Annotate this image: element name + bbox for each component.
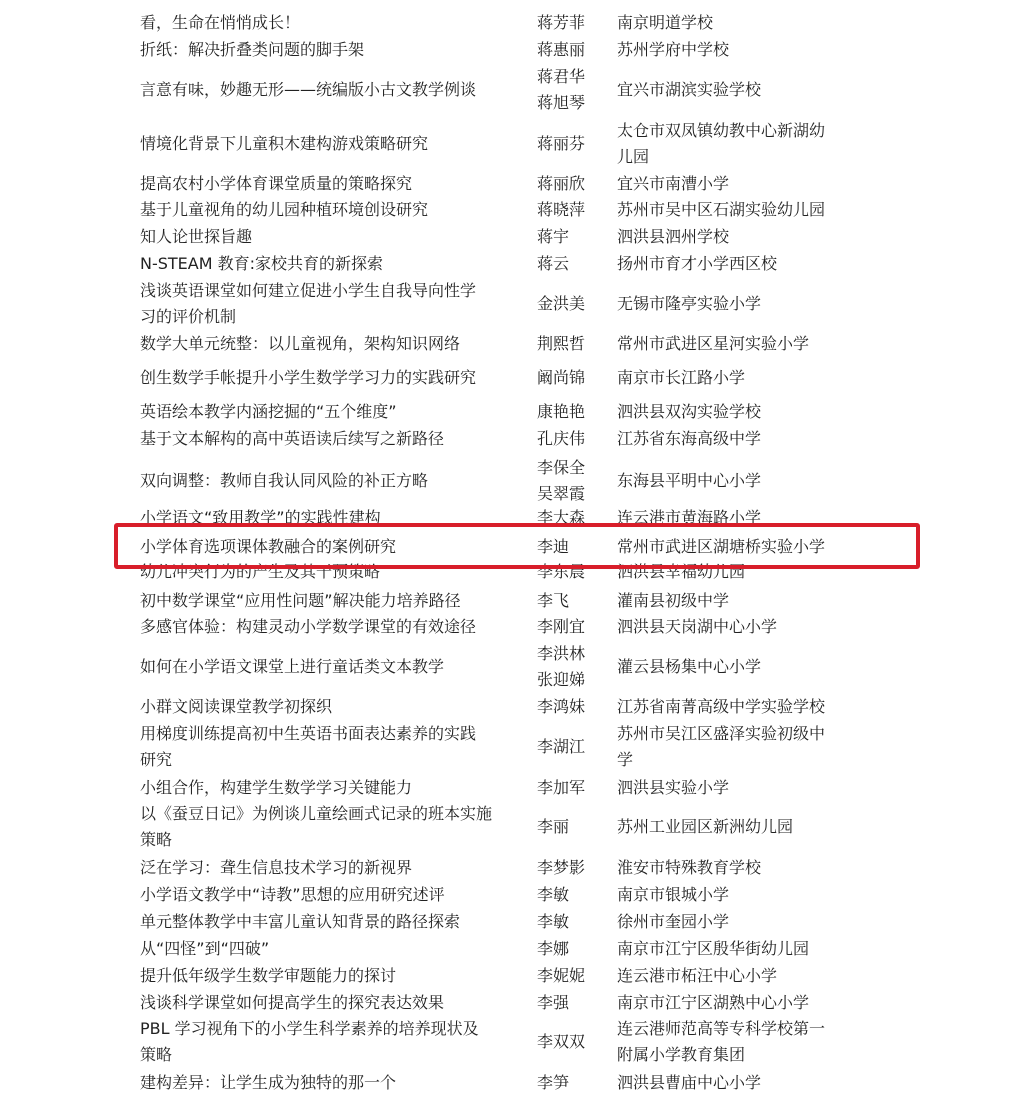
table-row [0,936,1024,962]
school-text: 灌云县杨集中心小学 [617,657,762,676]
title-text: 用梯度训练提高初中生英语书面表达素养的实践 [140,724,477,743]
title-text: PBL 学习视角下的小学生科学素养的培养现状及 [140,1019,479,1038]
author-text: 阚尚锦 [537,368,586,387]
author-text: 李敏 [537,912,570,931]
school-cell [617,197,842,223]
title-text: 从“四怪”到“四破” [140,939,270,958]
title-cell [140,936,525,962]
school-text: 江苏省南菁高级中学实验学校 [617,697,826,716]
author-text: 李东晨 [537,562,586,581]
title-text: 提升低年级学生数学审题能力的探讨 [140,966,397,985]
school-cell [617,426,842,452]
title-cell [140,694,525,720]
author-cell [537,1016,607,1068]
title-cell [140,775,525,801]
title-cell [140,855,525,881]
title-text: 折纸：解决折叠类问题的脚手架 [140,40,365,59]
title-text: 小学体育选项课体教融合的案例研究 [140,537,397,556]
table-row [0,10,1024,36]
school-text: 泗洪县幸福幼儿园 [617,562,746,581]
school-cell [617,721,842,773]
school-text: 南京市江宁区湖熟中心小学 [617,993,810,1012]
table-row [0,224,1024,250]
title-cell [140,882,525,908]
author-text: 蒋旭琴 [537,93,586,112]
title-text: 策略 [140,830,173,849]
author-cell [537,614,607,640]
author-text: 李梦影 [537,858,586,877]
table-row [0,37,1024,63]
school-cell [617,694,842,720]
title-text: 习的评价机制 [140,307,237,326]
title-text: 提高农村小学体育课堂质量的策略探究 [140,174,413,193]
title-text: 浅谈英语课堂如何建立促进小学生自我导向性学 [140,281,477,300]
table-row [0,614,1024,640]
title-text: 以《蚕豆日记》为例谈儿童绘画式记录的班本实施 [140,804,493,823]
school-cell [617,588,842,614]
school-text: 江苏省东海高级中学 [617,429,762,448]
title-text: 策略 [140,1045,173,1064]
author-cell [537,694,607,720]
school-text: 连云港市柘汪中心小学 [617,966,778,985]
author-cell [537,251,607,277]
table-row [0,909,1024,935]
school-text: 东海县平明中心小学 [617,471,762,490]
school-text: 灌南县初级中学 [617,591,730,610]
title-cell [140,118,525,170]
school-text: 苏州市吴中区石湖实验幼儿园 [617,200,826,219]
title-text: 创生数学手帐提升小学生数学学习力的实践研究 [140,368,477,387]
author-text: 蒋丽欣 [537,174,586,193]
school-cell [617,614,842,640]
school-text: 南京市银城小学 [617,885,730,904]
title-text: 看，生命在悄悄成长！ [140,13,301,32]
author-text: 康艳艳 [537,402,586,421]
school-text: 附属小学教育集团 [617,1045,746,1064]
title-cell [140,641,525,693]
school-cell [617,1016,842,1068]
title-cell [140,10,525,36]
title-cell [140,588,525,614]
author-cell [537,641,607,693]
author-cell [537,64,607,116]
school-text: 连云港师范高等专科学校第一 [617,1019,826,1038]
title-cell [140,365,525,391]
school-cell [617,455,842,507]
school-cell [617,365,842,391]
author-cell [537,721,607,773]
table-row [0,251,1024,277]
school-text: 苏州工业园区新洲幼儿园 [617,817,794,836]
school-cell [617,641,842,693]
school-cell [617,990,842,1016]
school-text: 扬州市育才小学西区校 [617,254,778,273]
author-text: 李湖江 [537,737,586,756]
title-cell [140,64,525,116]
author-text: 李刚宜 [537,617,586,636]
title-cell [140,1016,525,1068]
title-cell [140,426,525,452]
title-text: 小学语文“致用教学”的实践性建构 [140,508,381,527]
title-cell [140,37,525,63]
school-cell [617,278,842,330]
table-row [0,64,1024,116]
title-cell [140,909,525,935]
title-text: 浅谈科学课堂如何提高学生的探究表达效果 [140,993,445,1012]
title-text: N-STEAM 教育:家校共育的新探索 [140,254,384,273]
author-cell [537,588,607,614]
author-text: 孔庆伟 [537,429,586,448]
school-text: 常州市武进区星河实验小学 [617,334,810,353]
title-text: 建构差异：让学生成为独特的那一个 [140,1073,397,1092]
author-cell [537,882,607,908]
title-text: 初中数学课堂“应用性问题”解决能力培养路径 [140,591,461,610]
title-text: 言意有味，妙趣无形——统编版小古文教学例谈 [140,80,477,99]
school-text: 苏州市吴江区盛泽实验初级中 [617,724,826,743]
school-text: 常州市武进区湖塘桥实验小学 [617,537,826,556]
author-cell [537,37,607,63]
author-text: 李保全 [537,458,586,477]
table-row [0,855,1024,881]
title-text: 多感官体验：构建灵动小学数学课堂的有效途径 [140,617,477,636]
table-row [0,801,1024,853]
author-cell [537,278,607,330]
school-text: 宜兴市南漕小学 [617,174,730,193]
author-text: 李双双 [537,1032,586,1051]
title-cell [140,399,525,425]
title-text: 英语绘本教学内涵挖掘的“五个维度” [140,402,397,421]
author-text: 李迪 [537,537,570,556]
table-row [0,278,1024,330]
title-cell [140,224,525,250]
school-text: 泗洪县双沟实验学校 [617,402,762,421]
author-cell [537,399,607,425]
title-cell [140,455,525,507]
author-text: 李洪林 [537,644,586,663]
school-cell [617,251,842,277]
title-text: 单元整体教学中丰富儿童认知背景的路径探索 [140,912,461,931]
title-cell [140,331,525,357]
school-text: 徐州市奎园小学 [617,912,730,931]
title-text: 小群文阅读课堂教学初探织 [140,697,333,716]
school-text: 苏州学府中学校 [617,40,730,59]
school-cell [617,1070,842,1096]
school-text: 泗洪县曹庙中心小学 [617,1073,762,1092]
school-text: 无锡市隆亭实验小学 [617,294,762,313]
school-cell [617,775,842,801]
author-cell [537,118,607,170]
author-text: 蒋惠丽 [537,40,586,59]
author-text: 蒋云 [537,254,570,273]
author-text: 李鸿妹 [537,697,586,716]
title-text: 数学大单元统整：以儿童视角，架构知识网络 [140,334,461,353]
title-cell [140,614,525,640]
table-row [0,331,1024,357]
author-cell [537,936,607,962]
author-text: 李笋 [537,1073,570,1092]
title-cell [140,171,525,197]
author-text: 李娜 [537,939,570,958]
school-cell [617,882,842,908]
table-row [0,1016,1024,1068]
title-text: 知人论世探旨趣 [140,227,253,246]
author-cell [537,855,607,881]
author-text: 李强 [537,993,570,1012]
title-text: 小学语文教学中“诗教”思想的应用研究述评 [140,885,445,904]
school-text: 宜兴市湖滨实验学校 [617,80,762,99]
school-cell [617,331,842,357]
title-cell [140,1070,525,1096]
author-text: 蒋芳菲 [537,13,586,32]
school-cell [617,936,842,962]
table-row [0,399,1024,425]
author-text: 张迎娣 [537,670,586,689]
school-cell [617,64,842,116]
school-text: 泗洪县实验小学 [617,778,730,797]
author-text: 李敏 [537,885,570,904]
author-text: 李加军 [537,778,586,797]
title-text: 基于儿童视角的幼儿园种植环境创设研究 [140,200,429,219]
title-text: 基于文本解构的高中英语读后续写之新路径 [140,429,445,448]
author-cell [537,801,607,853]
school-cell [617,399,842,425]
table-row [0,721,1024,773]
table-row [0,426,1024,452]
author-cell [537,10,607,36]
author-text: 蒋丽芬 [537,134,586,153]
author-text: 蒋宇 [537,227,570,246]
school-text: 连云港市黄海路小学 [617,508,762,527]
table-row [0,990,1024,1016]
school-cell [617,224,842,250]
table-row [0,641,1024,693]
title-cell [140,963,525,989]
author-cell [537,426,607,452]
author-cell [537,171,607,197]
school-cell [617,801,842,853]
school-text: 南京市江宁区殷华街幼儿园 [617,939,810,958]
title-cell [140,197,525,223]
table-row [0,882,1024,908]
title-cell [140,801,525,853]
author-cell [537,365,607,391]
school-text: 泗洪县泗州学校 [617,227,730,246]
author-text: 荆熙哲 [537,334,586,353]
author-cell [537,963,607,989]
table-row [0,365,1024,391]
school-cell [617,963,842,989]
title-cell [140,251,525,277]
table-row [0,694,1024,720]
highlight-box [114,523,920,569]
title-text: 双向调整：教师自我认同风险的补正方略 [140,471,429,490]
school-text: 淮安市特殊教育学校 [617,858,762,877]
author-text: 吴翠霞 [537,484,586,503]
title-text: 如何在小学语文课堂上进行童话类文本教学 [140,657,445,676]
school-text: 南京市长江路小学 [617,368,746,387]
school-cell [617,10,842,36]
school-text: 学 [617,750,634,769]
author-cell [537,1070,607,1096]
title-text: 研究 [140,750,173,769]
title-cell [140,721,525,773]
author-cell [537,197,607,223]
title-text: 泛在学习：聋生信息技术学习的新视界 [140,858,413,877]
table-row [0,455,1024,507]
table-row [0,118,1024,170]
title-cell [140,990,525,1016]
school-text: 南京明道学校 [617,13,714,32]
table-row [0,171,1024,197]
school-text: 太仓市双凤镇幼教中心新湖幼 [617,121,826,140]
author-text: 蒋君华 [537,67,586,86]
author-cell [537,331,607,357]
author-cell [537,224,607,250]
author-text: 蒋晓萍 [537,200,586,219]
table-row [0,775,1024,801]
title-text: 幼儿冲突行为的产生及其干预策略 [140,562,381,581]
table-row [0,197,1024,223]
author-text: 金洪美 [537,294,586,313]
school-cell [617,171,842,197]
table-row [0,1070,1024,1096]
table-row [0,588,1024,614]
school-cell [617,37,842,63]
author-text: 李妮妮 [537,966,586,985]
author-cell [537,909,607,935]
title-cell [140,278,525,330]
author-text: 李飞 [537,591,570,610]
author-cell [537,775,607,801]
table-row [0,963,1024,989]
school-cell [617,855,842,881]
author-cell [537,455,607,507]
school-text: 泗洪县天岗湖中心小学 [617,617,778,636]
school-text: 儿园 [617,147,650,166]
school-cell [617,118,842,170]
school-cell [617,909,842,935]
author-text: 李丽 [537,817,570,836]
author-cell [537,990,607,1016]
title-text: 情境化背景下儿童积木建构游戏策略研究 [140,134,429,153]
author-text: 李大森 [537,508,586,527]
title-text: 小组合作，构建学生数学学习关键能力 [140,778,413,797]
